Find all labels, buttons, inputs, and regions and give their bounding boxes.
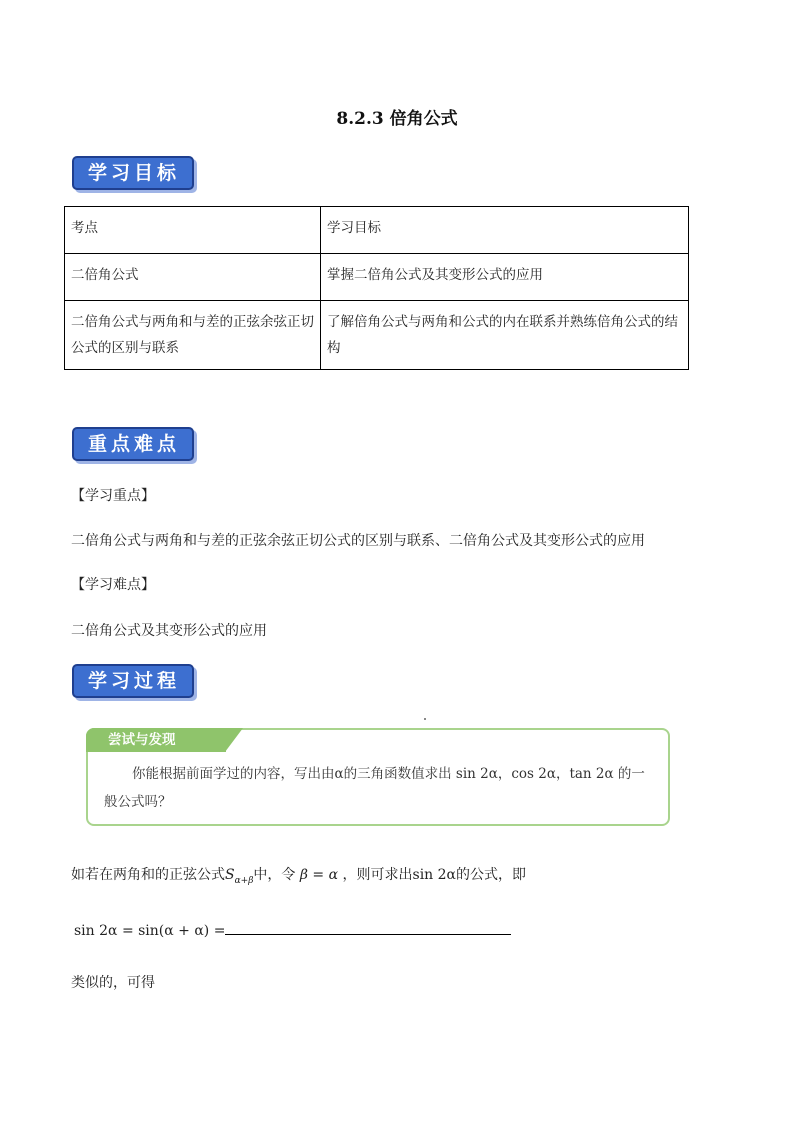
formula-s <box>225 867 254 886</box>
page-title: 8.2.3 倍角公式 <box>336 109 458 129</box>
derivation-line <box>71 864 526 884</box>
answer-blank[interactable] <box>225 920 511 935</box>
focus-text: 二倍角公式与两角和与差的正弦余弦正切公式的区别与联系、二倍角公式及其变形公式的应用 <box>71 533 645 549</box>
table-cell: 二倍角公式 <box>65 254 321 301</box>
equation-line <box>74 920 511 939</box>
table-row <box>65 254 689 301</box>
formula-s-subscript: α+β <box>234 876 254 886</box>
formula-s-letter: S <box>225 867 235 883</box>
discover-text: 你能根据前面学过的内容，写出由α的三角函数值求出 sin 2α，cos 2α，tan 2α 的一般公式吗？ <box>104 766 645 810</box>
difficulty-label: 【学习难点】 <box>71 577 155 593</box>
target-formula: sin 2α <box>412 867 457 883</box>
table-header-cell: 考点 <box>65 207 321 254</box>
table-cell: 二倍角公式与两角和与差的正弦余弦正切公式的区别与联系 <box>65 301 321 370</box>
section-badge-key-points: 重点难点 <box>72 427 194 461</box>
table-row <box>65 301 689 370</box>
derivation-text-d: 的公式，即 <box>456 867 527 883</box>
objectives-table <box>64 206 689 370</box>
substitution <box>300 867 338 883</box>
section-badge-objectives: 学习目标 <box>72 156 194 190</box>
section-badge-process: 学习过程 <box>72 664 194 698</box>
focus-label: 【学习重点】 <box>71 488 155 504</box>
difficulty-text: 二倍角公式及其变形公式的应用 <box>71 623 267 639</box>
table-cell: 了解倍角公式与两角和公式的内在联系并熟练倍角公式的结构 <box>321 301 689 370</box>
derivation-text-b: 中，令 <box>253 867 296 883</box>
table-header-cell: 学习目标 <box>321 207 689 254</box>
derivation-text-a: 如若在两角和的正弦公式 <box>71 867 225 883</box>
discover-tab: 尝试与发现 <box>86 728 226 752</box>
decorative-dot <box>424 718 426 720</box>
discover-tab-tail <box>225 728 243 752</box>
equation-text: sin 2α = sin(α + α) = <box>74 923 226 939</box>
derivation-text-c: ，则可求出 <box>342 867 413 883</box>
table-cell: 掌握二倍角公式及其变形公式的应用 <box>321 254 689 301</box>
substitution-text: β = α <box>299 867 339 883</box>
table-header-row <box>65 207 689 254</box>
similarly-text: 类似的，可得 <box>71 975 155 991</box>
